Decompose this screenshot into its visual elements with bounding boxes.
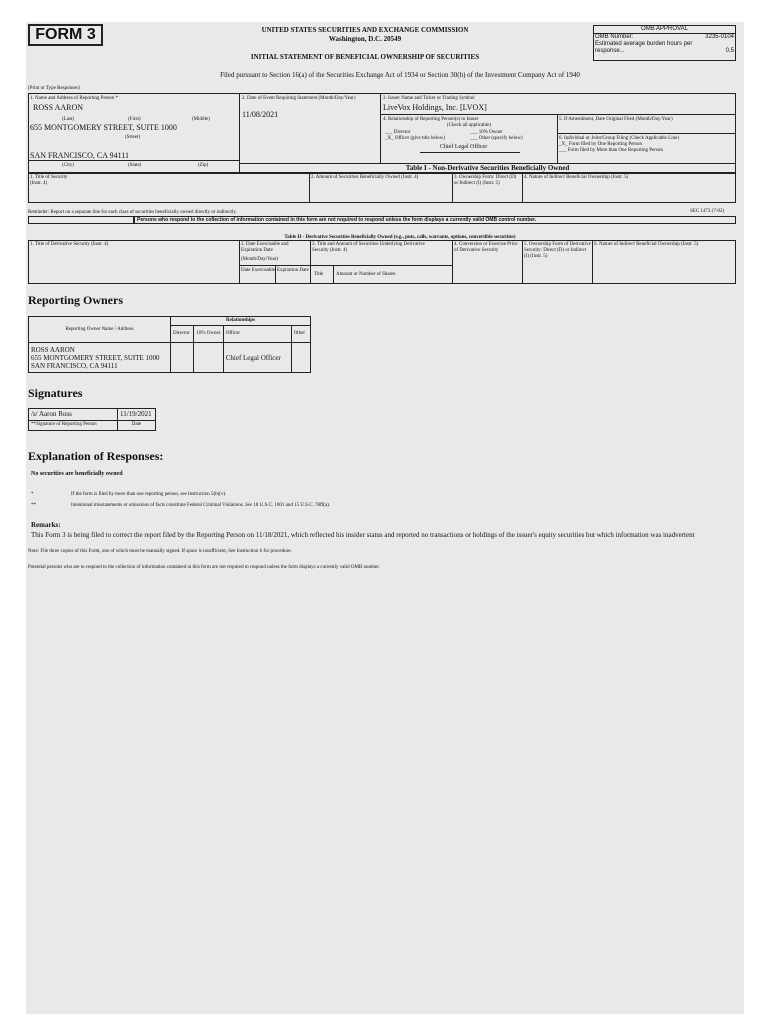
officer-check[interactable]: _X_ Officer (give title below): [385, 136, 445, 141]
signature-date: 11/19/2021: [118, 409, 156, 421]
remarks-label: Remarks:: [31, 521, 61, 529]
reporting-person-city: SAN FRANCISCO, CA 94111: [30, 151, 129, 160]
owner-director-cell: [171, 343, 194, 373]
state-label: (State): [128, 163, 142, 168]
last-label: (Last): [62, 117, 74, 122]
persons-notice: Persons who respond to the collection of information contained in this form are not required to respond unless the form displays a currently valid OMB control number.: [134, 216, 736, 224]
ten-pct-owner-check[interactable]: ___ 10% Owner: [470, 130, 503, 135]
footnote2-see: See: [245, 503, 253, 508]
city-label: (City): [62, 163, 74, 168]
signatures-table: [28, 408, 156, 431]
table2-col2b: Expiration Date: [277, 268, 309, 273]
other-check[interactable]: ___ Other (specify below): [470, 136, 523, 141]
director-header: Director: [171, 326, 194, 343]
table2-col2a: Date Exercisable: [241, 268, 276, 273]
agency-address: Washington, D.C. 20549: [328, 35, 402, 43]
table2-col6: 6. Nature of Indirect Beneficial Ownership (Instr. 5): [594, 242, 699, 247]
reporting-owners-table: [28, 316, 311, 373]
relationships-header: Relationships: [171, 317, 311, 326]
print-note: (Print or Type Responses): [28, 86, 80, 91]
table2-title: Table II - Derivative Securities Beneficially Owned (e.g., puts, calls, warrants, options, convertible securities): [284, 235, 516, 240]
footnote1-text: If the form is filed by more than one reporting person, see Instruction 5(b)(v).: [71, 492, 227, 497]
potential-persons-text: Potential persons who are to respond to the collection of information contained in this form are not required to respond unless the form displays a currently valid OMB number.: [28, 565, 380, 570]
reporting-person-street: 655 MONTGOMERY STREET, SUITE 1000: [30, 123, 177, 132]
omb-number-value: 3235-0104: [705, 34, 734, 40]
reporting-owners-heading: Reporting Owners: [28, 293, 123, 307]
box3-label: 3. Issuer Name and Ticker or Trading Symbol: [383, 96, 475, 101]
omb-number-row: [594, 34, 735, 41]
owner-ten-pct-cell: [194, 343, 223, 373]
footnote2-mark: **: [31, 503, 36, 508]
reporting-person-name: ROSS AARON: [33, 103, 84, 112]
signature-value: /s/ Aaron Ross: [29, 409, 118, 421]
table1-col4: 4. Nature of Indirect Beneficial Ownership (Instr. 5): [524, 175, 629, 180]
omb-number-label: OMB Number:: [595, 34, 634, 40]
table2-col2: 2. Date Exercisable and Expiration Date: [241, 242, 289, 253]
footnote2-prefix: Intentional misstatements or omissions of facts constitute Federal Criminal Violations.: [71, 503, 244, 508]
owner-officer-title: Chief Legal Officer: [223, 343, 291, 373]
street-label: (Street): [125, 135, 140, 140]
box5-label: 5. If Amendment, Date Original Filed (Month/Day/Year): [559, 117, 673, 122]
owner-name-header: Reporting Owner Name / Address: [29, 317, 171, 343]
table1-title: Table I - Non-Derivative Securities Beneficially Owned: [405, 164, 570, 172]
omb-title: OMB APPROVAL: [594, 26, 735, 34]
owner-name: ROSS AARON: [31, 345, 75, 354]
no-securities-note: No securities are beneficially owned: [31, 471, 123, 477]
footnote2-ref: 18 U.S.C. 1001 and 15 U.S.C. 78ff(a).: [253, 503, 331, 508]
agency-name: UNITED STATES SECURITIES AND EXCHANGE COMMISSION: [261, 26, 469, 34]
owner-city: SAN FRANCISCO, CA 94111: [31, 361, 118, 370]
table2-col1: 1. Title of Derivative Security (Instr. 4): [30, 242, 109, 247]
table2-col4: 4. Conversion or Exercise Price of Derivative Security: [454, 242, 518, 253]
ten-pct-header: 10% Owner: [194, 326, 223, 343]
omb-burden-value: 0.5: [725, 48, 734, 54]
table2-col2-sub: (Month/Day/Year): [241, 257, 278, 262]
box4-label: 4. Relationship of Reporting Person(s) to Issuer: [383, 117, 479, 122]
director-check[interactable]: ___ Director: [385, 130, 411, 135]
filing-multiple-persons[interactable]: ___ Form filed by More than One Reporting Person: [559, 148, 663, 153]
table2-col5: 5. Ownership Form of Derivative Security: Direct (D) or Indirect (I) (Instr. 5): [524, 242, 591, 259]
table2-col3b: Amount or Number of Shares: [336, 272, 396, 277]
signatures-heading: Signatures: [28, 386, 83, 400]
table1-col1: 1. Title of Security (Instr. 4): [30, 175, 68, 186]
form-title: FORM 3: [28, 24, 103, 46]
filing-one-person[interactable]: _X_ Form filed by One Reporting Person: [559, 142, 643, 147]
event-date: 11/08/2021: [242, 110, 279, 119]
footnote2-text: [71, 503, 330, 509]
statement-title: INITIAL STATEMENT OF BENEFICIAL OWNERSHIP OF SECURITIES: [250, 53, 480, 61]
table2-col3: 3. Title and Amount of Securities Underlying Derivative Security (Instr. 4): [312, 242, 425, 253]
issuer-name: LiveVox Holdings, Inc. [LVOX]: [383, 103, 487, 112]
table1-col2: 2. Amount of Securities Beneficially Owned (Instr. 4): [311, 175, 419, 180]
signature-date-label: Date: [118, 421, 156, 431]
table1-col3: 3. Ownership Form: Direct (D) or Indirect (I) (Instr. 5): [454, 175, 517, 186]
owner-other-cell: [291, 343, 310, 373]
box6-label: 6. Individual or Joint/Group Filing (Check Applicable Line): [559, 136, 679, 141]
table-row: [29, 343, 311, 373]
box4-sub: (Check all applicable): [446, 123, 492, 128]
sec-code: SEC 1473 (7-02): [690, 209, 725, 214]
omb-approval-box: [593, 25, 736, 61]
explanation-heading: Explanation of Responses:: [28, 449, 164, 463]
filed-pursuant: Filed pursuant to Section 16(a) of the Securities Exchange Act of 1934 or Section 30(h) of the Investment Company Act of 1940: [220, 71, 580, 79]
other-header: Other: [291, 326, 310, 343]
footnote1-mark: *: [31, 492, 34, 497]
officer-title: Chief Legal Officer: [440, 144, 488, 150]
box1-label: 1. Name and Address of Reporting Person *: [30, 96, 119, 101]
officer-header: Officer: [223, 326, 291, 343]
middle-label: (Middle): [192, 117, 210, 122]
signature-label: **Signature of Reporting Person: [29, 421, 118, 431]
remarks-text: This Form 3 is being filed to correct the report filed by the Reporting Person on 11/18/2021, which reflected his insider status and reported no transactions or holdings of the issuer's equity securities but which information was inadvertent: [31, 531, 695, 539]
zip-label: (Zip): [198, 163, 209, 168]
omb-burden-row: [594, 41, 735, 55]
note-text: Note: File three copies of this Form, one of which must be manually signed. If space is insufficient, See Instruction 6 for procedure.: [28, 549, 292, 554]
owner-street: 655 MONTGOMERY STREET, SUITE 1000: [31, 353, 160, 362]
table2-col3a: Title: [314, 272, 324, 277]
reminder-text: Reminder: Report on a separate line for each class of securities beneficially owned directly or indirectly.: [28, 210, 237, 215]
box2-label: 2. Date of Event Requiring Statement (Month/Day/Year): [242, 96, 356, 101]
first-label: (First): [128, 117, 141, 122]
omb-burden-label: Estimated average burden hours per response...: [595, 41, 693, 54]
